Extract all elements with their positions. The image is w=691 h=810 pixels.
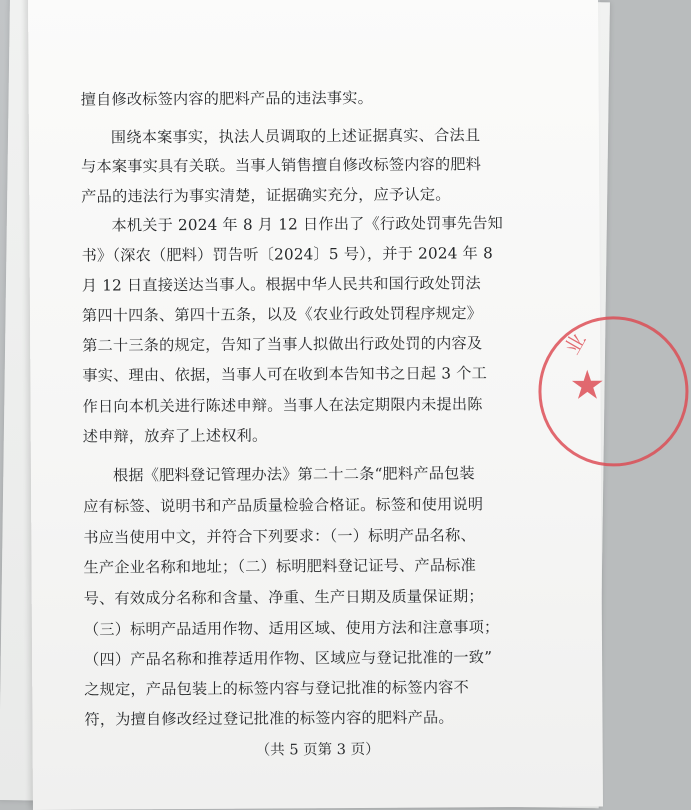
page-number-footer: （共 5 页第 3 页） — [255, 741, 380, 759]
text-line: 书》（深农（肥料）罚告听〔2024〕5 号），并于 2024 年 8 — [81, 244, 493, 265]
text-line: （四）产品名称和推荐适用作物、区域应与登记批准的一致” — [84, 648, 493, 669]
text-line: 符，为擅自修改经过登记批准的标签内容的肥料产品。 — [84, 708, 454, 729]
text-line: 事实、理由、依据，当事人可在收到本告知书之日起 3 个工 — [82, 364, 488, 385]
text-line: 产品的违法行为事实清楚，证据确实充分，应予认定。 — [81, 185, 451, 206]
seal-text-fragment: 业 — [559, 329, 591, 359]
text-line: 第二十三条的规定，告知了当事人拟做出行政处罚的内容及 — [82, 334, 483, 355]
text-line: 围绕本案事实，执法人员调取的上述证据真实、合法且 — [110, 126, 481, 147]
text-line: 应有标签、说明书和产品质量检验合格证。标签和使用说明 — [83, 495, 484, 516]
official-seal — [538, 316, 689, 467]
text-line: 本机关于 2024 年 8 月 12 日作出了《行政处罚事先告知 — [111, 214, 504, 235]
text-line: 与本案事实具有关联。当事人销售擅自修改标签内容的肥料 — [81, 155, 482, 176]
text-line: 书应当使用中文，并符合下列要求：（一）标明产品名称、 — [83, 526, 476, 547]
text-line: 作日向本机关进行陈述申辩。当事人在法定期限内未提出陈 — [82, 395, 483, 416]
text-line: 根据《肥料登记管理办法》第二十二条“肥料产品包装 — [112, 464, 475, 485]
text-line: 生产企业名称和地址；（二）标明肥料登记证号、产品标准 — [83, 556, 477, 577]
text-line: （三）标明产品适用作物、适用区域、使用方法和注意事项； — [83, 618, 500, 639]
text-line: 号、有效成分名称和含量、净重、生产日期及质量保证期； — [83, 587, 484, 608]
text-line: 月 12 日直接送达当事人。根据中华人民共和国行政处罚法 — [81, 274, 481, 295]
text-line: 之规定，产品包装上的标签内容与登记批准的标签内容不 — [84, 678, 470, 699]
text-line: 擅自修改标签内容的肥料产品的违法事实。 — [80, 88, 374, 109]
text-line: 第四十四条、第四十五条，以及《农业行政处罚程序规定》 — [81, 304, 483, 325]
seal-star-icon: ★ — [569, 362, 606, 409]
document-page — [28, 0, 606, 810]
text-line: 述申辩，放弃了上述权利。 — [82, 426, 268, 446]
